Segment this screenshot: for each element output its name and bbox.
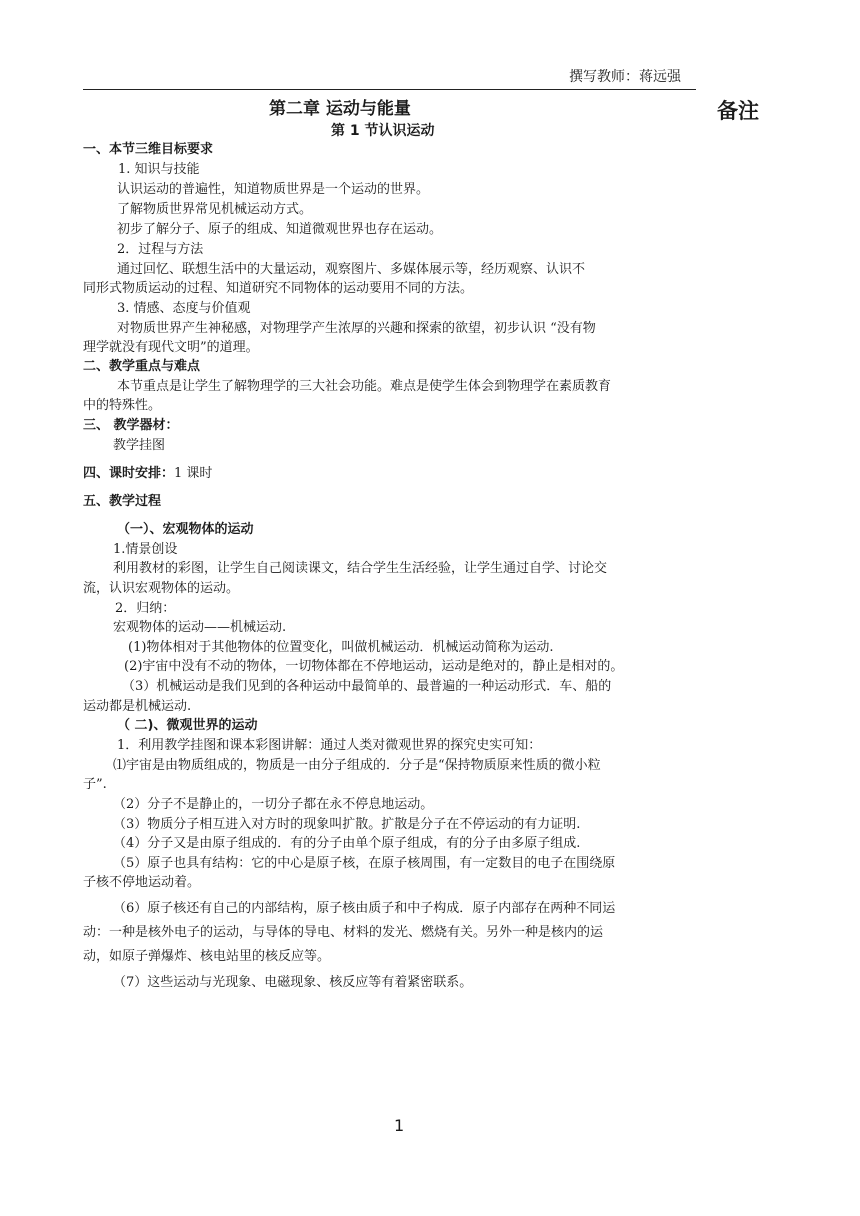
text-line: （3）物质分子相互进入对方时的现象叫扩散。扩散是分子在不停运动的有力证明. [113,817,581,832]
text-line: 流，认识宏观物体的运动。 [83,581,240,596]
text-line: 教学挂图 [113,438,166,453]
text-line: 动，如原子弹爆炸、核电站里的核反应等。 [83,949,331,964]
text-line: （7）这些运动与光现象、电磁现象、核反应等有着紧密联系。 [113,975,473,990]
text-line: 本节重点是让学生了解物理学的三大社会功能。难点是使学生体会到物理学在素质教育 [117,379,612,394]
text-line: ⑴宇宙是由物质组成的，物质是一由分子组成的．分子是“保持物质原来性质的微小粒 [113,758,601,773]
page-number: 1 [394,1116,405,1135]
chapter-title: 第二章 运动与能量 [269,99,411,119]
text-line: 利用教材的彩图，让学生自己阅读课文，结合学生生活经验，让学生通过自学、讨论交 [113,561,608,576]
text-line: 宏观物体的运动——机械运动. [113,620,287,635]
text-line: (1)物体相对于其他物体的位置变化，叫做机械运动．机械运动简称为运动. [128,640,554,655]
text-line: 理学就没有现代文明”的道理。 [83,340,259,355]
text-line: 中的特殊性。 [83,398,162,413]
text-line: 2．过程与方法 [117,242,204,257]
text-line: 1. 知识与技能 [118,162,200,177]
text-line: （2）分子不是静止的，一切分子都在永不停息地运动。 [113,797,434,812]
text-line: 2．归纳： [115,601,176,616]
side-note-label: 备注 [717,99,759,123]
section-heading-objectives: 一、本节三维目标要求 [83,142,214,157]
text-line: 了解物质世界常见机械运动方式。 [117,202,313,217]
schedule-row [83,464,212,483]
text-line: 动：一种是核外电子的运动，与导体的导电、材料的发光、燃烧有关。另外一种是核内的运 [83,925,604,940]
section-heading-schedule: 四、课时安排： [83,466,175,481]
text-line: （5）原子也具有结构：它的中心是原子核，在原子核周围，有一定数目的电子在围绕原 [113,856,616,871]
text-line: 运动都是机械运动. [83,699,192,714]
text-line: （3）机械运动是我们见到的各种运动中最简单的、最普遍的一种运动形式．车、船的 [122,679,612,694]
text-line: 初步了解分子、原子的组成、知道微观世界也存在运动。 [117,222,443,237]
section-heading-process: 五、教学过程 [83,494,162,509]
subheading-macro: （一）、宏观物体的运动 [117,522,254,537]
text-line: 1.情景创设 [113,542,178,557]
author-label: 撰写教师：蒋远强 [569,69,681,85]
text-line: 同形式物质运动的过程、知道研究不同物体的运动要用不同的方法。 [83,281,474,296]
header-rule [83,89,696,90]
schedule-value: 1 课时 [174,466,213,481]
text-line: 1．利用教学挂图和课本彩图讲解：通过人类对微观世界的探究史实可知： [117,738,542,753]
text-line: 对物质世界产生神秘感，对物理学产生浓厚的兴趣和探索的欲望，初步认识 “没有物 [117,321,596,336]
text-line: 子核不停地运动着。 [83,875,201,890]
section-heading-focus: 二、教学重点与难点 [83,359,201,374]
subheading-micro: （ 二)、微观世界的运动 [117,718,258,733]
section-title: 第 1 节认识运动 [331,123,435,139]
text-line: （6）原子核还有自己的内部结构，原子核由质子和中子构成．原子内部存在两种不同运 [113,901,616,916]
text-line: （4）分子又是由原子组成的．有的分子由单个原子组成，有的分子由多原子组成. [113,836,581,851]
text-line: 子”. [83,777,107,792]
text-line: 认识运动的普遍性，知道物质世界是一个运动的世界。 [117,182,430,197]
text-line: (2)宇宙中没有不动的物体，一切物体都在不停地运动，运动是绝对的，静止是相对的。 [124,659,624,674]
section-heading-materials: 三、 教学器材： [83,418,179,433]
text-line: 3. 情感、态度与价值观 [117,301,251,316]
text-line: 通过回忆、联想生活中的大量运动，观察图片、多媒体展示等，经历观察、认识不 [117,262,586,277]
